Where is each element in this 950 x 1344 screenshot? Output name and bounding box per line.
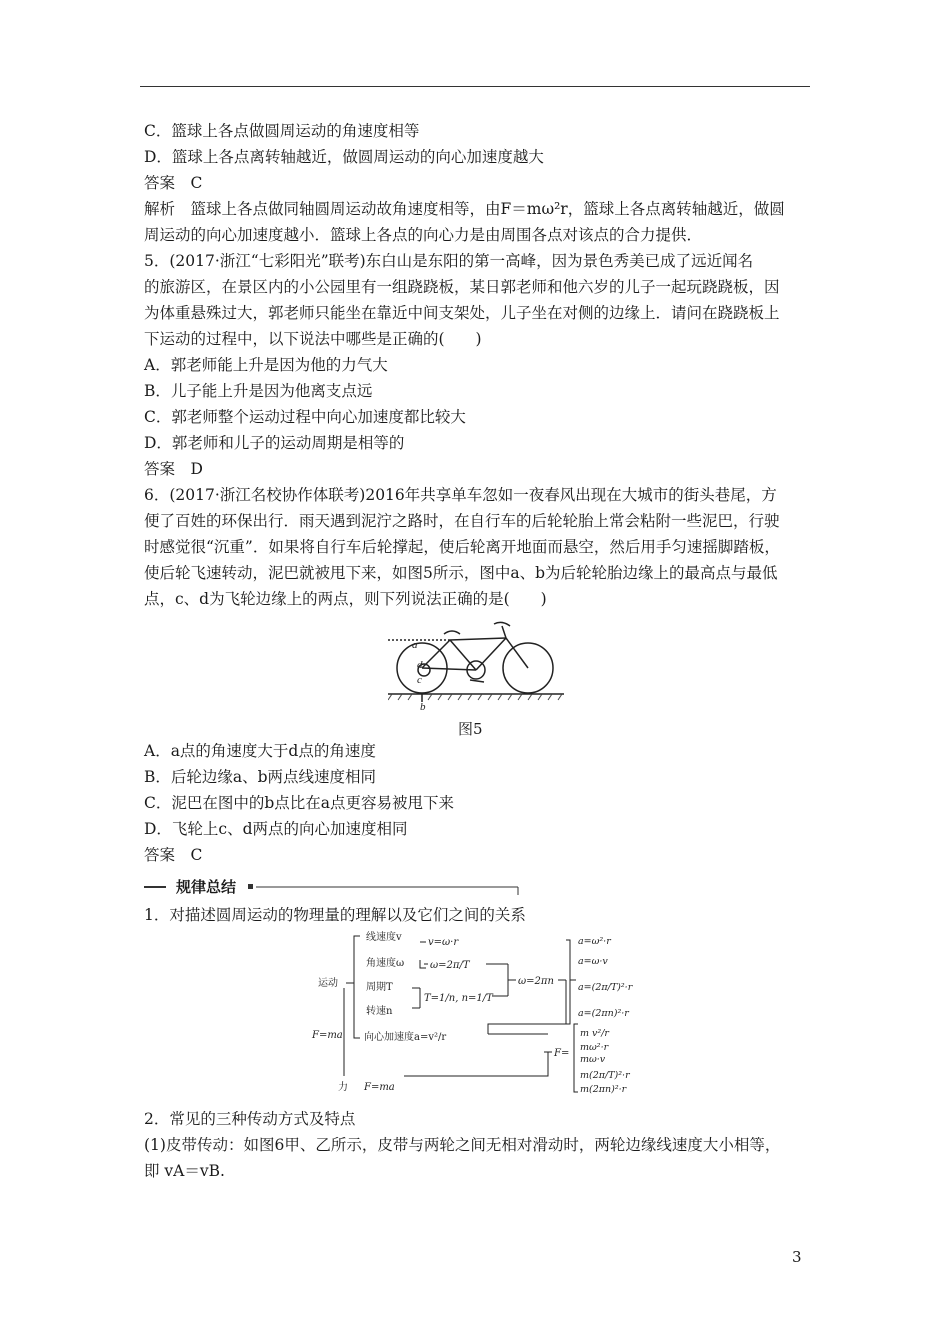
analysis-line-1: 解析 篮球上各点做同轴圆周运动故角速度相等，由F＝mω²r，篮球上各点离转轴越近，做圆 [144,200,785,218]
label-rotation-speed: 转速n [366,1006,393,1017]
eq-omega: ω=2π/T [430,960,470,971]
question-5-line-4: 下运动的过程中，以下说法中哪些是正确的( ) [144,330,482,348]
eq-v: v=ω·r [428,937,459,948]
bicycle-figure [388,618,568,710]
label-period: 周期T [366,982,393,993]
summary-header [144,879,522,895]
q5-option-c: C．郭老师整个运动过程中向心加速度都比较大 [144,408,466,426]
label-d: d [417,659,423,671]
q5-option-a: A．郭老师能上升是因为他的力气大 [144,356,388,374]
handlebar [494,622,510,626]
q5-option-d: D．郭老师和儿子的运动周期是相等的 [144,434,405,452]
saddle [444,631,460,634]
answer-4: 答案 C [144,174,203,192]
page-number: 3 [792,1248,802,1266]
summary-point-1: 1．对描述圆周运动的物理量的理解以及它们之间的关系 [144,906,526,924]
force-brace [574,1024,578,1092]
q6-option-b: B．后轮边缘a、b两点线速度相同 [144,768,377,786]
figure-caption: 图5 [458,720,483,738]
question-6-line-4: 使后轮飞速转动，泥巴就被甩下来，如图5所示，图中a、b为后轮轮胎边缘上的最高点与最低 [144,564,778,582]
belt-drive-line-2: 即 vA＝vB. [144,1162,225,1180]
option-c-prev: C．篮球上各点做圆周运动的角速度相等 [144,122,420,140]
label-linear-velocity: 线速度v [366,932,402,943]
down-tube [476,638,506,670]
top-tube [450,638,506,640]
label-a: a [412,639,418,651]
option-d-prev: D．篮球上各点离转轴越近，做圆周运动的向心加速度越大 [144,148,544,166]
question-5-line-1: 5．(2017·浙江“七彩阳光”联考)东白山是东阳的第一高峰，因为景色秀美已成了远近闻名 [144,252,754,270]
seat-stay [422,640,450,668]
f-formula: mω·v [580,1054,606,1065]
a-formula: a=ω·v [578,956,608,967]
q6-option-c: C．泥巴在图中的b点比在a点更容易被甩下来 [144,794,455,812]
answer-6: 答案 C [144,846,203,864]
label-centripetal-acc: 向心加速度a=v²/r [364,1032,447,1043]
eq-t: T=1/n, n=1/T [424,993,493,1004]
summary-point-2: 2．常见的三种传动方式及特点 [144,1110,356,1128]
label-c: c [417,674,422,686]
question-6-line-3: 时感觉很“沉重”．如果将自行车后轮撑起，使后轮离开地面而悬空，然后用手匀速摇脚踏板， [144,538,780,556]
f-formula: m(2πn)²·r [580,1084,627,1095]
question-6-line-2: 便了百姓的环保出行．雨天遇到泥泞之路时，在自行车的后轮轮胎上常会粘附一些泥巴，行驶 [144,512,780,530]
summary-title: 规律总结 [172,876,240,897]
f-formula: mω²·r [580,1042,609,1053]
q6-option-d: D．飞轮上c、d两点的向心加速度相同 [144,820,408,838]
q6-option-a: A．a点的角速度大于d点的角速度 [144,742,376,760]
answer-5: 答案 D [144,460,203,478]
header-rule [140,86,810,87]
f-formula: m v²/r [580,1028,609,1039]
circular-motion-diagram [308,928,648,1096]
question-5-line-2: 的旅游区，在景区内的小公园里有一组跷跷板，某日郭老师和他六岁的儿子一起玩跷跷板，因 [144,278,780,296]
pedal [470,680,484,682]
label-motion: 运动 [318,978,338,989]
label-b: b [420,701,426,710]
question-6-line-1: 6．(2017·浙江名校协作体联考)2016年共享单车忽如一夜春风出现在大城市的街头巷尾，方 [144,486,777,504]
analysis-line-2: 周运动的向心加速度越小．篮球上各点的向心力是由周围各点对该点的合力提供． [144,226,703,244]
question-5-line-3: 为体重悬殊过大，郭老师只能坐在靠近中间支架处，儿子坐在对侧的边缘上．请问在跷跷板上 [144,304,780,322]
eq-f: F= [554,1048,570,1059]
question-6-line-5: 点，c、d为飞轮边缘上的两点，则下列说法正确的是( ) [144,590,547,608]
label-force: 力 [338,1082,348,1093]
label-f-ma-left: F=ma [312,1030,343,1041]
a-formula: a=(2π/T)²·r [578,982,633,993]
label-angular-velocity: 角速度ω [366,958,405,969]
belt-drive-line-1: (1)皮带传动：如图6甲、乙所示，皮带与两轮之间无相对滑动时，两轮边缘线速度大小相等， [144,1136,781,1154]
q5-option-b: B．儿子能上升是因为他离支点远 [144,382,373,400]
a-formula: a=ω²·r [578,936,611,947]
eq-omega-n: ω=2πn [518,976,554,987]
stem [502,626,506,638]
a-formula: a=(2πn)²·r [578,1008,629,1019]
seat-tube [450,640,476,670]
main-brace [354,936,360,1038]
acc-brace [566,940,576,1024]
label-f-ma-bottom: F=ma [364,1082,395,1093]
f-formula: m(2π/T)²·r [580,1070,630,1081]
